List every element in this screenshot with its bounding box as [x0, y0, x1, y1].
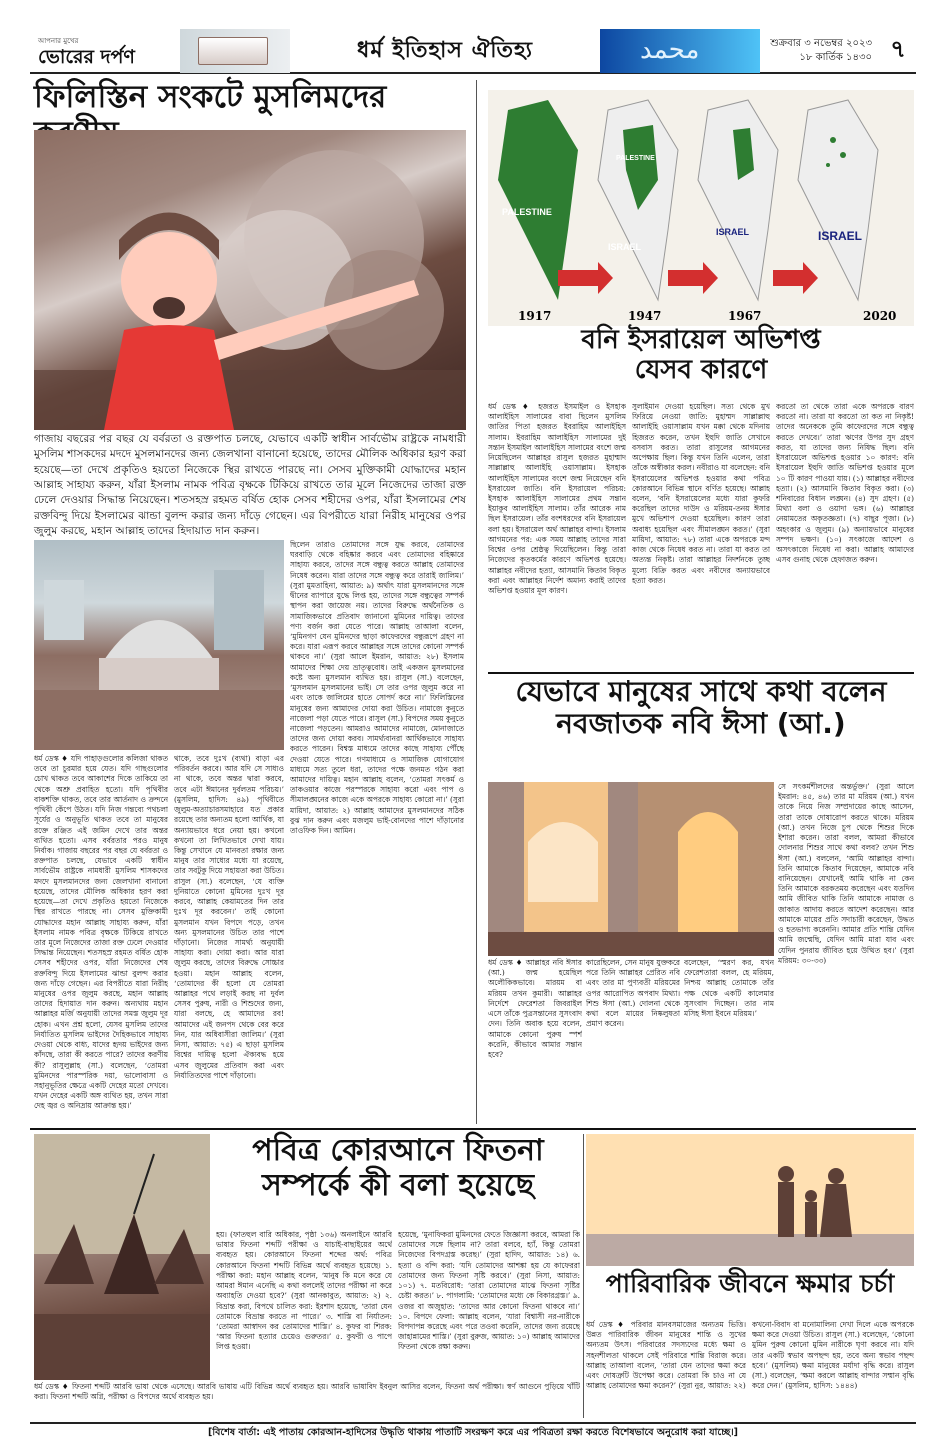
date-gregorian: শুক্রবার ৩ নভেম্বর ২০২৩: [770, 38, 872, 49]
article3-column3: বলেছেন, ‘স্মরণ কর, যখন ফেরেশতারা বলল, হে মরিয়ম, নিশ্চয় আল্লাহ তোমাকে তাঁর পক্ষ থেকে একটি কালেমার সুসংবাদ দিচ্ছেন। তার নাম মসিহ ঈসা ইবনে মরিয়ম।’: [684, 958, 774, 1019]
date-bengali: ১৮ কার্তিক ১৪৩০: [799, 52, 872, 63]
footer-notice: [বিশেষ বার্তা: এই পাতায় কোরআন-হাদিসের উদ্ধৃতি থাকায় পাতাটি সংরক্ষণ করে এর পবিত্রতা রক্ষা করতে বিশেষভাবে অনুরোধ করা যাচ্ছে।]: [30, 1422, 916, 1442]
logo-tagline: আপনার মুখের: [38, 36, 79, 45]
battle-scene-photo: [34, 1134, 210, 1380]
article3-column1: ধর্ম ডেস্ক ♦ আল্লাহর নবি ঈসার (আ.) জন্ম হয়েছিল অলৌকিকভাবে। মারয়ম বা মরিয়ম তখন কুমারী। আল্লাহর নির্দেশে ফেরেশতা জিবরাইল এসে তাঁকে পুত্রসন্তানের সুসংবাদ দেন। তিনি অবাক হয়ে বলেন, আমাকে কোনো পুরুষ স্পর্শ করেনি, কীভাবে আমার সন্তান হবে?: [488, 958, 582, 1059]
mosque-arcade-photo: [488, 782, 774, 956]
article1-column1: ধর্ম ডেস্ক ♦ যদি পাহাড়গুলোর কলিজা থাকত তবে তা চুরমার হয়ে যেত। যদি গাছগুলোর চোখ থাকত তবে আকাশের দিকে তাকিয়ে তা থেকে অশ্রু প্রবাহিত হতো। যদি পৃথিবীর বাকশক্তি থাকত, তবে তার আর্তনাদ ও ক্রন্দনে পৃথিবী কেঁপে উঠত। যদি নিজ গন্তব্যে পথচলা সূর্যের ও অনুভূতি থাকত তবে তা মানুষের রক্তে রঞ্জিত এই জমিন দেখে তার অন্তর ব্যথিত হতো। এসব বর্বরতার পরও মানুষ নির্বাক। গাজায় বছরের পর বছর যে বর্বরতা ও রক্তপাত চলছে, যেভাবে একটি স্বাধীন সার্বভৌম রাষ্ট্রকে নামধারী মুসলিম শাসকদের মদদে মুসলমানদের জন্য জেলখানা বানানো হয়েছে, তাদের মৌলিক অধিকার হরণ করা হয়েছে—তা দেখে প্রকৃতিও হয়তো নিজেকে স্থির রাখতে পারছে না। সেসব মুক্তিকামী যোদ্ধাদের মহান আল্লাহ সাহায্য করুন, যাঁরা ইসলাম নামক পবিত্র বৃক্ষকে টিকিয়ে রাখতে তার মূলে নিজেদের তাজা রক্ত ঢেলে দেওয়ার সিদ্ধান্ত নিয়েছেন। শতসহস্র রহমত বর্ষিত হোক সেসব শহীদের ওপর, যাঁরা নিজেদের শেষ রক্তবিন্দু দিয়ে ইসলামের ঝান্ডা বুলন্দ করার জন্য দাঁড়ে গেছেন। এর বিপরীতে যারা নিরীহ মানুষের ওপর জুলুম করছে, মহান আল্লাহ তাদের হিদায়াত দান করুন। অন্যথায় মহান আল্লাহর মর্জি অনুযায়ী তাদের সমস্ত জুলুম দূর হোক। এখন প্রশ্ন হলো, যেসব মুসলিম তাদের নির্যাতিত মুসলিম ভাইদের দৈহিকভাবে সাহায্য দেওয়া থেকে বাধ্য, যাদের হৃদয় ভাইদের জন্য কাঁদছে, তারা কী করতে পারে? তাদের করণীয় কী? রাসুলুল্লাহ (সা.) বলেছেন, ‘তোমরা মুমিনদের পারস্পরিক দয়া, ভালোবাসা ও সহানুভূতির ক্ষেত্রে একটি দেহের মতো দেখবে। যখন দেহের একটি অঙ্গ ব্যথিত হয়, তখন সারা দেহ জ্বর ও অনিদ্রায় আক্রান্ত হয়।’: [34, 754, 168, 1111]
map-label-3: ISRAEL: [608, 242, 642, 252]
crying-child-photo: [34, 130, 466, 430]
map-label-1: PALESTINE: [502, 207, 552, 217]
map-label-2: PALESTINE: [616, 155, 655, 162]
column-divider: [583, 1134, 584, 1418]
column-divider: [476, 80, 477, 1124]
map-year-1917: 1917: [518, 309, 552, 323]
article4-headline[interactable]: [216, 1134, 580, 1226]
battle-graphic: [34, 1134, 210, 1380]
article5-headline[interactable]: পারিবারিক জীবনে ক্ষমার চর্চা: [605, 1269, 895, 1298]
map-year-2020: 2020: [863, 309, 897, 323]
section-rule: [488, 672, 914, 674]
article4-headline-line2: সম্পর্কে কী বলা হয়েছে: [262, 1167, 534, 1203]
article1-column2: থাকে, তবে দুঃখ (ব্যথা) বাড়া এর পরিবর্তন করবে। আর যদি সে সাধ্যও না থাকে, তবে অন্তর দ্বারা করবে, তবে এটা ঈমানের দুর্বলতম পরিচয়।’ (মুসলিম, হাদিস: ৪৯) পৃথিবীতে জুলুম-অত্যাচারসমাহারে যত প্রকার রয়েছে তার অন্যতম হলো আর্থিক, যা অন্যায়ভাবে ধরে নেয়া হয়। কখনো কখনো তা লিখিতভাবে দেখা যায়। কিন্তু সেখানে যে মানবতা রক্ষার জন্য মানুষ তার সাধ্যের মধ্যে যা রয়েছে, তার সবটুকু দিয়ে সহায়তা করা উচিত। রাসুল (সা.) বলেছেন, ‘যে ব্যক্তি দুনিয়াতে কোনো মুমিনের দুঃখ দূর করবে, আল্লাহ কেয়ামতের দিন তার দুঃখ দূর করবেন।’ তাই কোনো মুসলমান যখন বিপদে পড়ে, তখন অন্য মুসলমানের উচিত তার পাশে দাঁড়ানো। নিজের সামর্থ্য অনুযায়ী সাহায্য করা। দোয়া করা। আর যারা জুলুম করছে, তাদের বিরুদ্ধে সোচ্চার হওয়া। মহান আল্লাহ বলেন, ‘তোমাদের কী হলো যে তোমরা আল্লাহর পথে লড়াই করছ না দুর্বল সেসব পুরুষ, নারী ও শিশুদের জন্য, যারা বলছে, হে আমাদের রব! আমাদের এই জনপদ থেকে বের করে নিন, যার অধিবাসীরা জালিম।’ (সুরা নিসা, আয়াত: ৭৫) এ ছাড়া মুসলিম বিশ্বের দায়িত্ব হলো ঐক্যবদ্ধ হয়ে এসব জুলুমের প্রতিবাদ করা এবং নির্যাতিতদের পাশে দাঁড়ানো।: [174, 754, 284, 1080]
page-number: ৭: [890, 35, 906, 63]
article2-column3: করতো তা থেকে তারা একে অপরকে বারণ করতো না। তারা যা করতো তা কত না নিকৃষ্ট! তাদের অনেককে তুমি কাফেরদের সঙ্গে বন্ধুত্ব করতে দেখবে।’ তারা ঋণের উপর সুদ গ্রহণ করত, যা তাদের জন্য নিষিদ্ধ ছিল। বনি ইসরায়েলে অভিশপ্ত হওয়ার ১০ কারণ: বনি ইসরায়েল ইহুদি জাতি অভিশপ্ত হওয়ার মূলে ১০ টি কারণ পাওয়া যায়। (১) আল্লাহর নবীদের হত্যা। (২) আসমানি কিতাব বিকৃত করা। (৩) শনিবারের বিধান লঙ্ঘন। (৪) সুদ গ্রহণ। (৫) মিথ্যা বলা ও ওয়াদা ভঙ্গ। (৬) আল্লাহর নেয়ামতের অকৃতজ্ঞতা। (৭) বাছুর পূজা। (৮) অহংকার ও জুলুম। (৯) অন্যায়ভাবে মানুষের সম্পদ ভক্ষণ। (১০) সৎকাজে আদেশ ও অসৎকাজে নিষেধ না করা। আল্লাহ আমাদের এসব গুনাহ থেকে হেফাজত করুন।: [776, 402, 914, 565]
newspaper-logo[interactable]: [30, 29, 180, 73]
article2-headline-line2: যেসব কারণে: [634, 354, 768, 385]
article1-column3: ছিলেন তারাও তোমাদের সঙ্গে যুদ্ধ করবে, তোমাদের ঘরবাড়ি থেকে বহিষ্কার করবে এবং তোমাদের বহিষ্কারে সাহায্য করবে, তাদের সঙ্গে বন্ধুত্ব করতে আল্লাহ তোমাদের নিষেধ করেন। যারা তাদের সঙ্গে বন্ধুত্ব করে তারাই জালিম।’ (সুরা মুমতাহিনা, আয়াত: ৯) অর্থাৎ যারা মুসলমানদের সঙ্গে দ্বীনের ব্যাপারে যুদ্ধে লিপ্ত হয়, তাদের সঙ্গে বন্ধুত্বের সম্পর্ক স্থাপন করা জায়েজ নয়। তাদের বিরুদ্ধে অর্থনৈতিক ও সামাজিকভাবে প্রতিবাদ জানানো মুমিনের দায়িত্ব। তাদের পণ্য বর্জন করা যেতে পারে। আল্লাহ তাআলা বলেন, ‘মুমিনগণ যেন মুমিনদের ছাড়া কাফেরদের বন্ধুরূপে গ্রহণ না করে। যারা এরূপ করবে আল্লাহর সঙ্গে তাদের কোনো সম্পর্ক থাকবে না।’ (সুরা আলে ইমরান, আয়াত: ২৮) ইসলাম আমাদের শিক্ষা দেয় ভ্রাতৃত্ববোধ। তাই একজন মুসলমানের কষ্টে অন্য মুসলমান ব্যথিত হয়। রাসুল (সা.) বলেছেন, ‘মুসলমান মুসলমানের ভাই। সে তার ওপর জুলুম করে না এবং তাকে জালিমের হাতে সোপর্দ করে না।’ ফিলিস্তিনের মানুষের জন্য আমাদের দোয়া করা উচিত। নামাজে কুনুতে নাজেলা পড়া যেতে পারে। রাসুল (সা.) বিপদের সময় কুনুতে নাজেলা পড়তেন। আমরাও আমাদের নামাজে, মোনাজাতে তাদের জন্য দোয়া করব। সামর্থ্যবানরা আর্থিকভাবে সাহায্য করতে পারেন। বিশ্বস্ত মাধ্যমে তাদের কাছে সাহায্য পৌঁছে দেওয়া যেতে পারে। গণমাধ্যমে ও সামাজিক যোগাযোগ মাধ্যমে সত্য তুলে ধরা, তাদের পক্ষে জনমত গঠন করা আমাদের দায়িত্ব। মহান আল্লাহ বলেন, ‘তোমরা সৎকর্ম ও তাকওয়ার কাজে পরস্পরকে সাহায্য করো এবং পাপ ও সীমালঙ্ঘনের কাজে একে অপরকে সাহায্য কোরো না।’ (সুরা মায়িদা, আয়াত: ২) আল্লাহ আমাদের মুসলমানদের সঠিক বুঝ দান করুন এবং মজলুম ভাই-বোনদের পাশে দাঁড়ানোর তাওফিক দিন। আমিন।: [290, 540, 464, 836]
family-silhouette-photo: [586, 1134, 914, 1266]
section-title: ধর্ম ইতিহাস ঐতিহ্য: [357, 38, 533, 64]
article5-column1: ধর্ম ডেস্ক ♦ পরিবার মানবসমাজের অন্যতম ভিত্তি। উন্নত পারিবারিক জীবন মানুষের শান্তি ও সুখের অন্যতম উৎস। পরিবারের সদস্যদের মধ্যে ক্ষমা ও সহনশীলতা থাকলে সেই পরিবারে শান্তি বিরাজ করে। আল্লাহ তাআলা বলেন, ‘তারা যেন তাদের ক্ষমা করে এবং দোষত্রুটি উপেক্ষা করে। তোমরা কি চাও না যে আল্লাহ তোমাদের ক্ষমা করেন?’ (সুরা নুর, আয়াত: ২২): [586, 1320, 746, 1391]
article1-lead-text: গাজায় বছরের পর বছর যে বর্বরতা ও রক্তপাত চলছে, যেভাবে একটি স্বাধীন সার্বভৌম রাষ্ট্রকে নামধারী মুসলিম শাসকদের মদদে মুসলমানদের জন্য জেলখানা বানানো হয়েছে, তাদের মৌলিক অধিকার হরণ করা হয়েছে—তা দেখে প্রকৃতিও হয়তো নিজেকে স্থির রাখতে পারছে না। সেসব মুক্তিকামী যোদ্ধাদের মহান আল্লাহ সাহায্য করুন, যাঁরা ইসলাম নামক পবিত্র বৃক্ষকে টিকিয়ে রাখতে তার মূলে নিজেদের তাজা রক্ত ঢেলে দেওয়ার সিদ্ধান্ত নিয়েছেন। শতসহস্র রহমত বর্ষিত হোক সেসব শহীদের ওপর, যাঁরা ইসলামের শেষ রক্তবিন্দু দিয়ে ইসলামের ঝান্ডা বুলন্দ করার জন্য দাঁড়ে গেছেন। এর বিপরীতে যারা নিরীহ মানুষের ওপর জুলুম করছে, মহান আল্লাহ তাদের হিদায়াত দান করুন।: [34, 433, 466, 538]
calligraphy-text: محمد: [640, 35, 700, 65]
article2-column2: সুলাইমান দেওয়া হয়েছিল। সত্য থেকে মুখ ফিরিয়ে নেওয়া জাতি: মুহাম্মদ সাল্লাল্লাহু আলাইহি ওয়াসাল্লাম যখন মক্কা থেকে মদিনায় হিজরত করেন, তখন ইহুদি জাতি সেখানে বসবাস করত। তারা রাসুলের আগমনের অপেক্ষায় ছিল। কিন্তু যখন তিনি এলেন, তারা তাঁকে অস্বীকার করল। নবীরাও যা বলেছেন: বনি ইসরায়েলের অভিশপ্ত হওয়ার কথা পবিত্র কোরআনে বিভিন্ন স্থানে বর্ণিত হয়েছে। আল্লাহ বলেন, ‘বনি ইসরায়েলের মধ্যে যারা কুফরি করেছিল তাদের দাউদ ও মরিয়ম-তনয় ঈসার মুখে অভিশাপ দেওয়া হয়েছিল। কারণ তারা অবাধ্য হয়েছিল এবং সীমালঙ্ঘন করত।’ (সুরা মায়িদা, আয়াত: ৭৮) তারা একে অপরকে মন্দ কাজ থেকে নিষেধ করত না। তারা যা করত তা অত্যন্ত নিকৃষ্ট। তারা আল্লাহর নিদর্শনকে তুচ্ছ মূল্যে বিক্রি করত এবং নবীদের অন্যায়ভাবে হত্যা করত।: [632, 402, 770, 585]
destroyed-mosque-photo: [34, 540, 284, 750]
article4-headline-line1: পবিত্র কোরআনে ফিতনা: [252, 1133, 544, 1168]
article3-headline-line1: যেভাবে মানুষের সাথে কথা বলেন: [515, 675, 887, 708]
book-icon: [198, 37, 268, 65]
article3-column4: সে সৎকর্মশীলদের অন্তর্ভুক্ত।’ (সুরা আলে ইমরান: ৪৫, ৪৬) তার মা মরিয়ম (আ.) যখন তাকে নিয়ে নিজ সম্প্রদায়ের কাছে আসেন, তারা তাকে দোষারোপ করতে থাকে। মরিয়ম (আ.) তখন নিজে চুপ থেকে শিশুর দিকে ইশারা করেন। তারা বলল, আমরা কীভাবে দোলনার শিশুর সাথে কথা বলব? তখন শিশু ঈসা (আ.) বললেন, ‘আমি আল্লাহর বান্দা। তিনি আমাকে কিতাব দিয়েছেন, আমাকে নবি বানিয়েছেন। যেখানেই আমি থাকি না কেন তিনি আমাকে বরকতময় করেছেন এবং যতদিন আমি জীবিত থাকি তিনি আমাকে নামাজ ও জাকাত আদায় করতে আদেশ করেছেন। আর আমাকে মায়ের প্রতি সদাচারী করেছেন, উদ্ধত ও হতভাগ্য করেননি। আমার প্রতি শান্তি যেদিন আমি জন্মেছি, যেদিন আমি মারা যাব এবং যেদিন পুনরায় জীবিত হয়ে উত্থিত হব।’ (সুরা মরিয়ম: ৩০-৩৩): [778, 782, 914, 965]
section-rule: [30, 1128, 916, 1130]
family-graphic: [586, 1134, 914, 1266]
map-year-1967: 1967: [728, 309, 762, 323]
article3-column2: কারেছিলেন, সেন মানুষ যুক্তকরে পরে তিনি আল্লাহর প্রেরিত নবি এবং তার মা পুণ্যবতী মরিয়মের ওপর আরোপিত অপবাদ মিথ্যা। শিশু ঈসা (আ.) দোলনা থেকে কথা বলে মায়ের নিষ্কলুষতা প্রমাণ করেন।: [586, 958, 680, 1029]
palestine-map-timeline: [488, 90, 914, 326]
map-year-1947: 1947: [628, 309, 662, 323]
article2-headline-line1: বনি ইসরায়েল অভিশপ্ত: [581, 325, 821, 355]
issue-date: [760, 37, 880, 65]
arcade-graphic: [488, 782, 774, 956]
article3-headline-line2: নবজাতক নবি ঈসা (আ.): [556, 707, 846, 741]
logo-name: ভোরের দর্পণ: [38, 45, 135, 68]
explosion-scene-graphic: [34, 130, 466, 430]
map-label-4: ISRAEL: [716, 227, 750, 237]
newspaper-page: [30, 30, 916, 1438]
map-timeline-graphic: [488, 90, 914, 326]
article2-column1: ধর্ম ডেস্ক ♦ হজরত ইসমাইল ও ইসহাক আলাইহিস সালামের বাবা ছিলেন মুসলিম জাতির পিতা হজরত ইবরাহিম আলাইহিস সালাম। ইবরাহিম আলাইহিস সালামের দুই সন্তান ইসমাইল আলাইহিস সালামের বংশে জন্ম নিয়েছিলেন আল্লাহর রাসুল হজরত মুহাম্মাদ সাল্লাল্লাহু আলাইহি ওয়াসাল্লাম। ইসহাক আলাইহিস সালামের বংশে জন্ম নিয়েছেন বনি ইসরায়েল জাতি। বনি ইসরায়েল পরিচয়: ইসহাক আলাইহিস সালামের প্রথম সন্তান ইয়াকুব আলাইহিস সালাম। তাঁর আরেক নাম ছিল ইসরায়েল। তাঁর বংশধরদের বনি ইসরায়েল বলা হয়। ইসরায়েল অর্থ আল্লাহর বান্দা। ইসলাম আগমনের পর: এক সময় আল্লাহ তাদের সারা বিশ্বের ওপর শ্রেষ্ঠত্ব দিয়েছিলেন। কিন্তু তারা নিজেদের কৃতকর্মের কারণে অভিশপ্ত হয়েছে। আল্লাহর নবীদের হত্যা, আসমানি কিতাব বিকৃত করা এবং আল্লাহর নির্দেশ অমান্য করাই তাদের অভিশপ্ত হওয়ার মূল কারণ।: [488, 402, 626, 595]
ruins-graphic: [34, 540, 284, 750]
article4-column2: হয়েছে, ‘মুনাফিকরা মুমিনদের ফেতে জিজ্ঞাসা করবে, আমরা কি তোমাদের সঙ্গে ছিলাম না? তারা বলবে, হ্যাঁ, কিন্তু তোমরা নিজেদের বিপদগ্রস্ত করেছ।’ (সুরা হাদিদ, আয়াত: ১৪) ৬. হত্যা ও বন্দি করা: ‘যদি তোমাদের আশঙ্কা হয় যে কাফেররা তোমাদের জন্য ফিতনা সৃষ্টি করবে।’ (সুরা নিসা, আয়াত: ১০১) ৭. মতবিরোধ: ‘তারা তোমাদের মাঝে ফিতনা সৃষ্টির চেষ্টা করত।’ ৮. পাগলামি: ‘তোমাদের মধ্যে কে বিকারগ্রস্ত।’ ৯. ওজর বা অজুহাত: ‘তাদের আর কোনো ফিতনা থাকবে না।’ ১০. বিপদে ফেলা: আল্লাহ বলেন, ‘যারা বিশ্বাসী নর-নারীকে বিপদাপন্ন করেছে এবং পরে তওবা করেনি, তাদের জন্য রয়েছে জাহান্নামের শাস্তি।’ (সুরা বুরুজ, আয়াত: ১০) আল্লাহ আমাদের ফিতনা থেকে রক্ষা করুন।: [398, 1230, 580, 1352]
article4-column1: হয়। (ফাতহুল বারি অধিকার, পৃষ্ঠা ১৩৬) অনলাইনে আরবি ভাষার ফিতনা শব্দটি পরীক্ষা ও যাচাই-বাছাইয়ের অর্থে ব্যবহৃত হয়। কোরআনে ফিতনা শব্দের অর্থ: পবিত্র কোরআনে ফিতনা শব্দটি বিভিন্ন অর্থে ব্যবহৃত হয়েছে। ১. পরীক্ষা করা: মহান আল্লাহ বলেন, ‘মানুষ কি মনে করে যে আমরা ঈমান এনেছি এ কথা বললেই তাদের পরীক্ষা না করে অব্যাহতি দেওয়া হবে?’ (সুরা আনকাবুত, আয়াত: ২) ২. বিভ্রান্ত করা, বিপথে চালিত করা: ইরশাদ হয়েছে, ‘তারা যেন তোমাকে বিভ্রান্ত করতে না পারে।’ ৩. শাস্তি বা নির্যাতন: ‘তোমরা আস্বাদন কর তোমাদের শাস্তি।’ ৪. কুফর বা শিরক: ‘আর ফিতনা হত্যার চেয়েও গুরুতর।’ ৫. কুফরী ও পাপে লিপ্ত হওয়া।: [216, 1230, 392, 1352]
article1-headline[interactable]: ফিলিস্তিন সংকটে মুসলিমদের: [34, 79, 387, 115]
article2-headline[interactable]: [488, 326, 914, 400]
map-label-5: ISRAEL: [818, 229, 863, 243]
quran-book-illustration: [180, 29, 290, 73]
article3-headline[interactable]: [488, 676, 914, 776]
masthead: [30, 30, 916, 74]
article5-column2: কখনো-বিবাদ বা মনোমালিন্য দেখা দিলে একে অপরকে ক্ষমা করে দেওয়া উচিত। রাসুল (সা.) বলেছেন, ‘কোনো মুমিন পুরুষ কোনো মুমিন নারীকে ঘৃণা করবে না। যদি তার একটি স্বভাব অপছন্দ হয়, তবে অন্য স্বভাব পছন্দ হবে।’ (মুসলিম) ক্ষমা মানুষের মর্যাদা বৃদ্ধি করে। রাসুল (সা.) বলেছেন, ‘ক্ষমা করলে আল্লাহ বান্দার সম্মান বৃদ্ধি করে দেন।’ (মুসলিম, হাদিস: ১৪৪৪): [752, 1320, 914, 1391]
article4-intro: ধর্ম ডেস্ক ♦ ফিতনা শব্দটি আরবি ভাষা থেকে এসেছে। আরবি ভাষায় এটি বিভিন্ন অর্থে ব্যবহৃত হয়। আরবি ভাষাবিদ ইবনুল আসির বলেন, ফিতনা অর্থ পরীক্ষা। স্বর্ণ আগুনে পুড়িয়ে খাঁটি করা। ফিতনা শব্দটি অগ্নি, পরীক্ষা ও বিপদের অর্থে ব্যবহৃত হয়।: [34, 1382, 580, 1402]
calligraphy-banner: [600, 29, 760, 73]
